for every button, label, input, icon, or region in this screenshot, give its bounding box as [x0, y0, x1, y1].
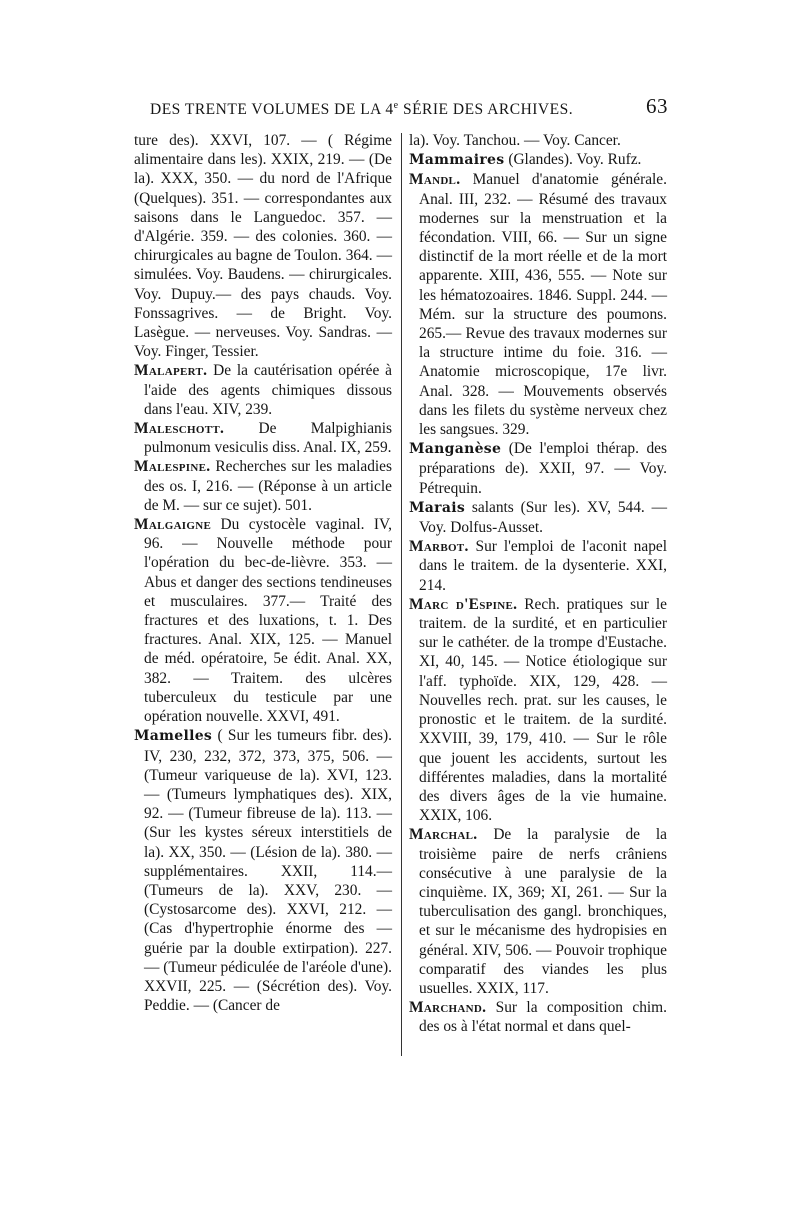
index-entry: Marc d'Espine. Rech. pratiques sur le traitem. de la surdité, et en particulier sur le cathéter. de la trompe d'Eustache. XI, 40, 145. — Notice étiologique sur l'aff. typhoïde. XIX, 129, 428. — Nouvelles rech. prat. sur les causes, le pronostic et le traitem. de la surdité. XXVIII, 39, 179, 410. — Sur le rôle que jouent les accidents, surtout les différentes maladies, dans la mortalité des divers âges de la vie humaine. XXIX, 106. — [409, 595, 667, 825]
entry-headword: Mamelles — [134, 728, 213, 745]
page-number: 63 — [646, 94, 668, 118]
entry-headword: Marchand. — [409, 999, 487, 1017]
entry-headword: Marchal. — [409, 826, 478, 844]
entry-headword: Malespine. — [134, 458, 211, 476]
index-entry: Marchal. De la paralysie de la troisième paire de nerfs crâniens consécutive à une paralysie de la cinquième. IX, 369; XI, 261. — Sur la tuberculisation des gangl. bronchiques, et sur le mécanisme des hydropisies en général. XIV, 506. — Pouvoir trophique comparatif des viandes les plus usuelles. XXIX, 117. — [409, 826, 667, 997]
entry-headword: Marbot. — [409, 538, 469, 556]
entry-headword: Mandl. — [409, 171, 461, 189]
index-entry: la). Voy. Tanchou. — Voy. Cancer. — [409, 132, 621, 149]
index-entry: Marbot. Sur l'emploi de l'aconit napel dans le traitem. de la dysenterie. XXI, 214. — [409, 538, 667, 594]
entry-headword: Manganèse — [409, 441, 502, 458]
index-entry: Malespine. Recherches sur les maladies des os. I, 216. — (Réponse à un article de M. — sur ce sujet). 501. — [134, 458, 392, 514]
index-entry: Mammaires (Glandes). Voy. Rufz. — [409, 151, 642, 169]
entry-headword: Malapert. — [134, 362, 208, 380]
index-entry: Marchand. Sur la composition chim. des os à l'état normal et dans quel- — [409, 999, 667, 1036]
index-entry: Mandl. Manuel d'anatomie générale. Anal. III, 232. — Résumé des travaux modernes sur la menstruation et la fécondation. VIII, 66. — Sur un signe distinctif de la mort réelle et de la mort apparente. XIII, 436, 555. — Note sur les hématozoaires. 1846. Suppl. 244. — Mém. sur la structure des poumons. 265.— Revue des travaux modernes sur la structure intime du foie. 316. — Anatomie microscopique, 17e livr. Anal. 328. — Mouvements observés dans les filets du système nerveux chez les sangsues. 329. — [409, 171, 667, 439]
index-entry: Manganèse (De l'emploi thérap. des préparations de). XXII, 97. — Voy. Pétrequin. — [409, 440, 667, 497]
index-entry: Malapert. De la cautérisation opérée à l'aide des agents chimiques dissous dans l'eau. XIV, 239. — [134, 362, 392, 418]
left-column — [134, 131, 392, 1015]
right-column — [409, 131, 667, 1037]
index-entry: ture des). XXVI, 107. — ( Régime alimentaire dans les). XXIX, 219. — (De la). XXX, 350. — du nord de l'Afrique (Quelques). 351. — correspondantes aux saisons dans le Languedoc. 357. — d'Algérie. 359. — des colonies. 360. — chirurgicales au bagne de Toulon. 364. — simulées. Voy. Baudens. — chirurgicales. Voy. Dupuy.— des pays chauds. Voy. Fonssagrives. — de Bright. Voy. Lasègue. — nerveuses. Voy. Sandras. — Voy. Finger, Tessier. — [134, 132, 392, 361]
index-entry: Maleschott. De Malpighianis pulmonum vesiculis diss. Anal. IX, 259. — [134, 420, 392, 457]
entry-headword: Maleschott. — [134, 420, 225, 438]
entry-headword: Marc d'Espine. — [409, 595, 518, 613]
index-entry: Marais salants (Sur les). XV, 544. — Voy. Dolfus-Ausset. — [409, 498, 667, 537]
index-entry: Mamelles ( Sur les tumeurs fibr. des). IV, 230, 232, 372, 373, 375, 506. — (Tumeur variqueuse de la). XVI, 123. — (Tumeurs lymphatiques des). XIX, 92. — (Tumeur fibreuse de la). 113. — (Sur les kystes séreux interstitiels de la). XX, 350. — (Lésion de la). 380. — supplémentaires. XXII, 114.— (Tumeurs de la). XXV, 230. — (Cystosarcome des). XXVI, 212. — (Cas d'hypertrophie énorme des — guérie par la double extirpation). 227. — (Tumeur pédiculée de l'aréole d'une). XXVII, 225. — (Sécrétion des). Voy. Peddie. — (Cancer de — [134, 727, 392, 1015]
running-title: DES TRENTE VOLUMES DE LA 4e SÉRIE DES ARCHIVES. — [150, 100, 574, 119]
column-divider — [401, 133, 402, 1056]
entry-headword: Marais — [409, 499, 466, 516]
running-header — [150, 94, 668, 124]
entry-headword: Malgaigne — [134, 516, 212, 534]
entry-headword: Mammaires — [409, 152, 505, 169]
index-entry: Malgaigne Du cystocèle vaginal. IV, 96. — Nouvelle méthode pour l'opération du bec-de-lièvre. 353. — Abus et danger des sections tendineuses et musculaires. 377.— Traité des fractures et des luxations, t. 1. Des fractures. Anal. XIX, 125. — Manuel de méd. opératoire, 5e édit. Anal. XX, 382. — Traitem. des ulcères tuberculeux du testicule par une opération nouvelle. XXVI, 491. — [134, 516, 392, 726]
